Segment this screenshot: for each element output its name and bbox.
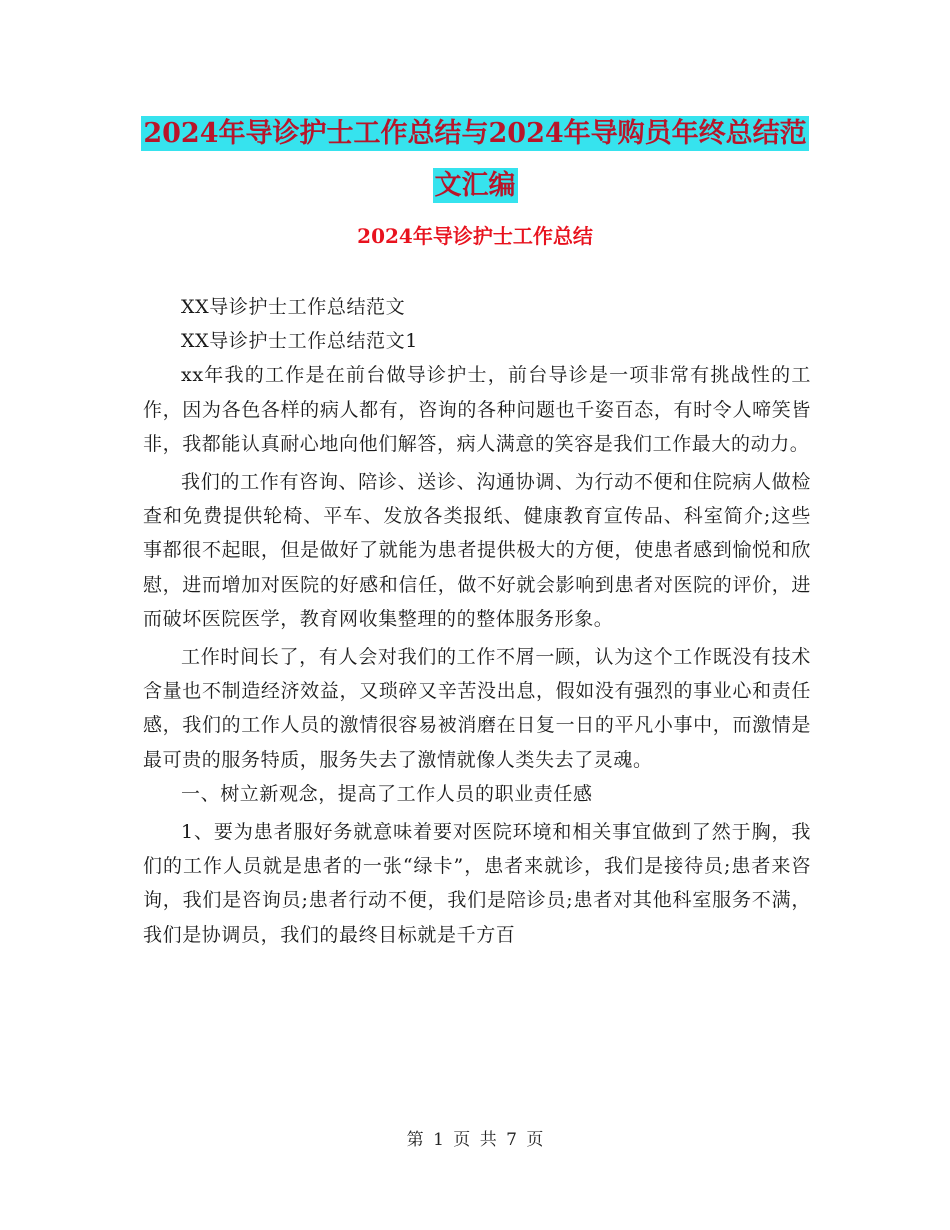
document-title (0, 108, 950, 212)
paragraph: 我们的工作有咨询、陪诊、送诊、沟通协调、为行动不便和住院病人做检查和免费提供轮椅、平车、发放各类报纸、健康教育宣传品、科室简介;这些事都很不起眼，但是做好了就能为患者提供极大的方便，使患者感到愉悦和欣慰，进而增加对医院的好感和信任，做不好就会影响到患者对医院的评价，进而破坏医院医学，教育网收集整理的的整体服务形象。 (143, 471, 811, 630)
paragraph: 1、要为患者服好务就意味着要对医院环境和相关事宜做到了然于胸，我们的工作人员就是患者的一张“绿卡”，患者来就诊，我们是接待员;患者来咨询，我们是咨询员;患者行动不便，我们是陪诊员;患者对其他科室服务不满，我们是协调员，我们的最终目标就是千方百 (143, 821, 811, 946)
paragraph: XX导诊护士工作总结范文1 (181, 330, 418, 353)
paragraph: 工作时间长了，有人会对我们的工作不屑一顾，认为这个工作既没有技术含量也不制造经济效益，又琐碎又辛苦没出息，假如没有强烈的事业心和责任感，我们的工作人员的激情很容易被消磨在日复一日的平凡小事中，而激情是最可贵的服务特质，服务失去了激情就像人类失去了灵魂。 (143, 646, 811, 771)
paragraph: XX导诊护士工作总结范文 (181, 296, 406, 318)
page-footer: 第 1 页 共 7 页 (406, 1130, 544, 1150)
paragraph: xx年我的工作是在前台做导诊护士，前台导诊是一项非常有挑战性的工作，因为各色各样的病人都有，咨询的各种问题也千姿百态，有时令人啼笑皆非，我都能认真耐心地向他们解答，病人满意的笑容是我们工作最大的动力。 (143, 364, 811, 455)
body-text (143, 290, 811, 952)
paragraph: 一、树立新观念，提高了工作人员的职业责任感 (181, 782, 593, 805)
section-title: 2024年导诊护士工作总结 (357, 224, 593, 248)
title-line-2: 文汇编 (434, 170, 516, 201)
title-line-1: 2024年导诊护士工作总结与2024年导购员年终总结范 (143, 118, 807, 149)
